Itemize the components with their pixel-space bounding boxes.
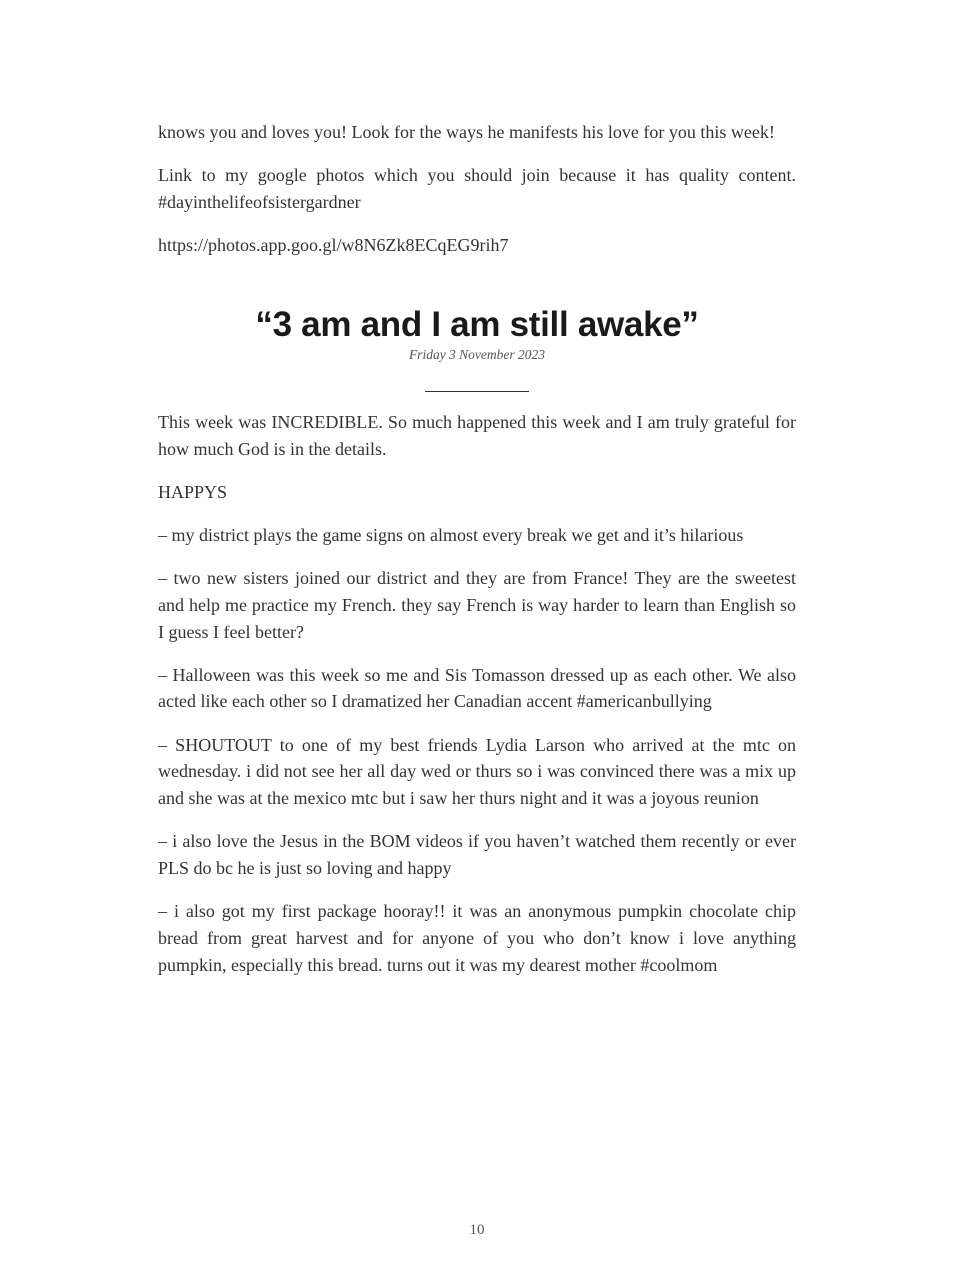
post-date: Friday 3 November 2023 (408, 346, 546, 362)
list-item-new-sisters: – two new sisters joined our district and they are from France! They are the sweetest and help me practice my French. they say French is way harder to learn than English so I guess I feel better? (158, 568, 796, 642)
google-photos-link[interactable]: https://photos.app.goo.gl/w8N6Zk8ECqEG9rih7 (158, 235, 509, 256)
title-divider (425, 391, 529, 392)
happys-heading: HAPPYS (158, 481, 228, 502)
page-content (158, 119, 796, 995)
intro-paragraph-1: knows you and loves you! Look for the ways he manifests his love for you this week! (158, 122, 775, 142)
list-item-signs-game: – my district plays the game signs on almost every break we get and it’s hilarious (158, 524, 744, 545)
list-item-package: – i also got my first package hooray!! it was an anonymous pumpkin chocolate chip bread from great harvest and for anyone of you who don’t know i love anything pumpkin, especially this bread. turns out it was my dearest mother #coolmom (158, 901, 796, 975)
list-item-bom-videos: – i also love the Jesus in the BOM videos if you haven’t watched them recently or ever PLS do bc he is just so loving and happy (158, 831, 796, 878)
intro-paragraph-2: Link to my google photos which you should join because it has quality content. #dayinthelifeofsistergardner (158, 165, 796, 212)
page-number: 10 (469, 1222, 485, 1238)
post-paragraph-intro: This week was INCREDIBLE. So much happened this week and I am truly grateful for how much God is in the details. (158, 411, 796, 459)
list-item-shoutout: – SHOUTOUT to one of my best friends Lydia Larson who arrived at the mtc on wednesday. i did not see her all day wed or thurs so i was convinced there was a mix up and she was at the mexico mtc but i saw her thurs night and it was a joyous reunion (158, 734, 796, 809)
post-title: “3 am and I am still awake” (255, 304, 699, 344)
list-item-halloween: – Halloween was this week so me and Sis Tomasson dressed up as each other. We also acted like each other so I dramatized her Canadian accent #americanbullying (158, 664, 796, 712)
